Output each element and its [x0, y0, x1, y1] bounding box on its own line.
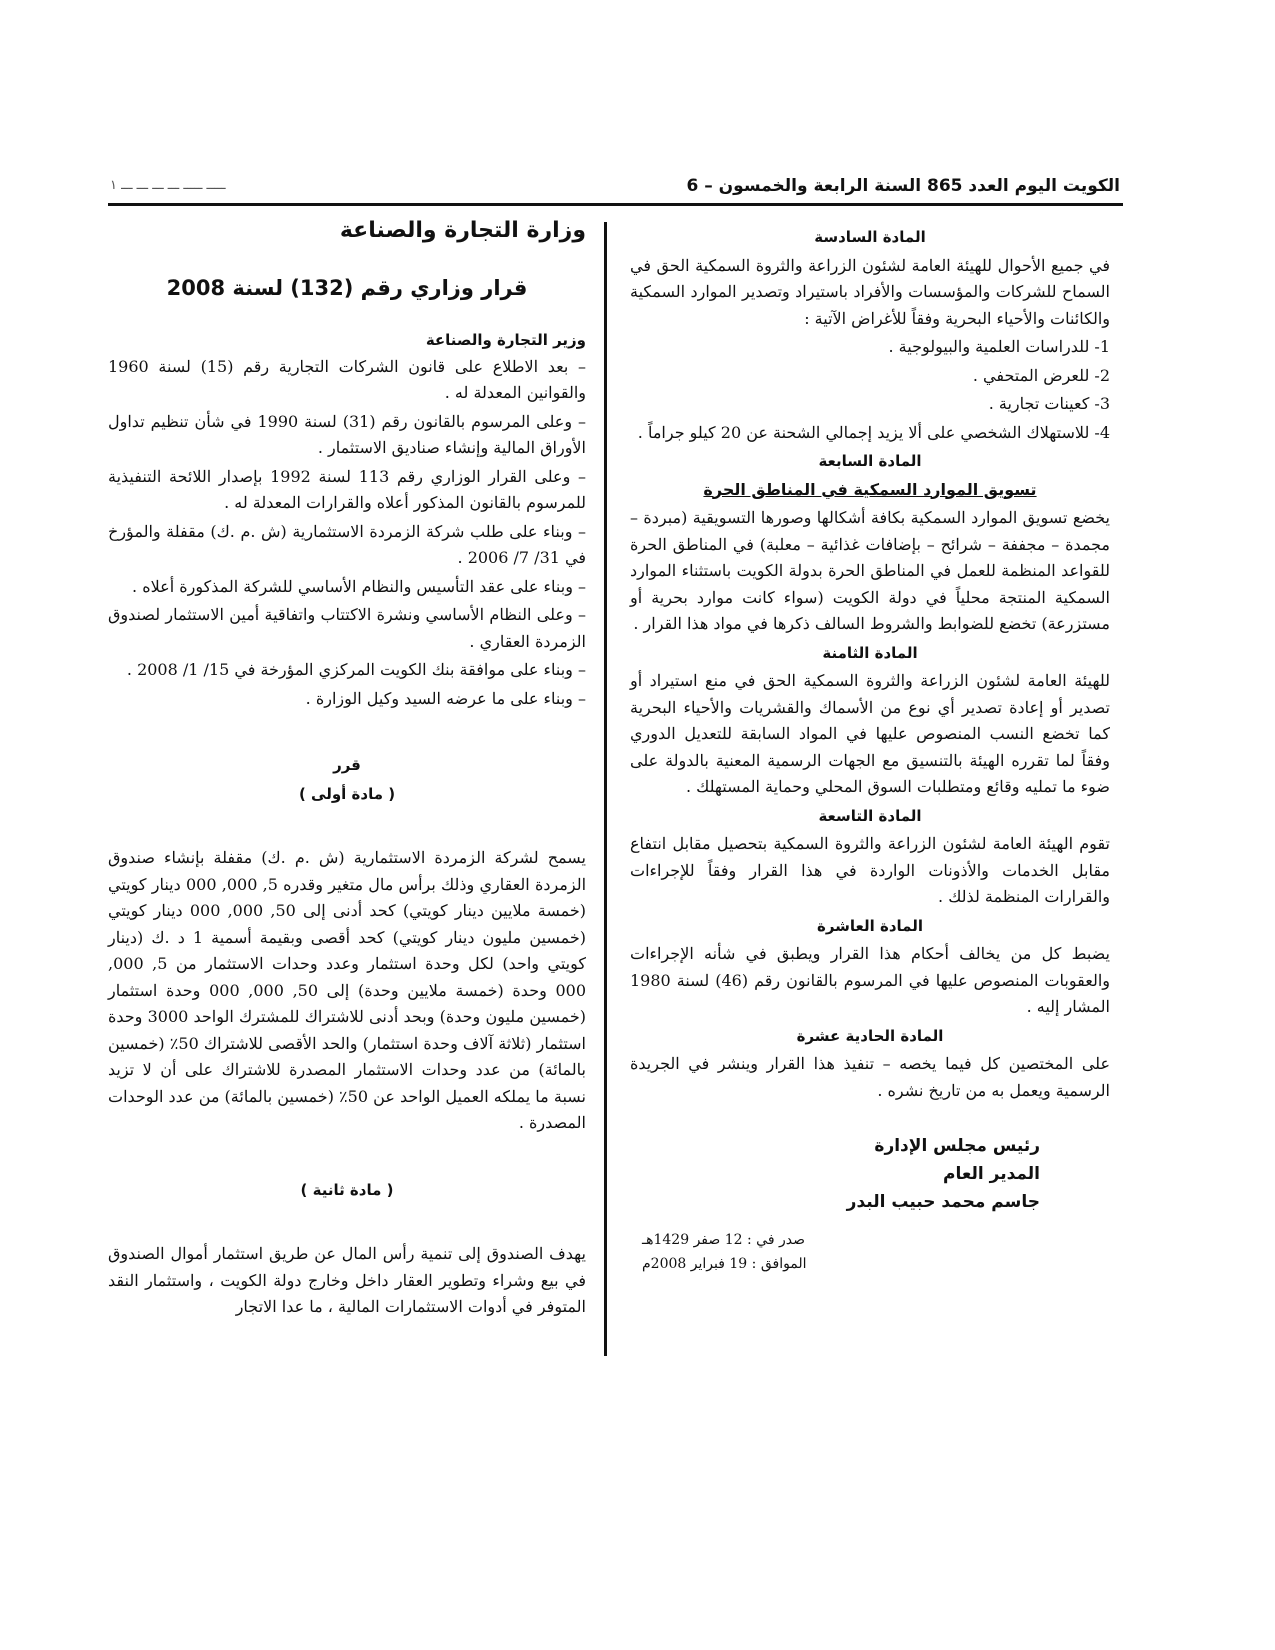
preamble-item-3: – وعلى القرار الوزاري رقم 113 لسنة 1992 بإصدار اللائحة التنفيذية للمرسوم بالقانون المذكور أعلاه والقرارات المعدلة له .	[108, 466, 587, 512]
signature-title: رئيس مجلس الإدارة	[874, 1136, 1040, 1156]
article-9-text: تقوم الهيئة العامة لشئون الزراعة والثروة السمكية بتحصيل مقابل انتفاع مقابل الخدمات والأذونات الواردة في هذا القرار وفقاً للإجراءات والقرارات المنظمة لذلك .	[630, 834, 1110, 906]
column-divider	[604, 222, 607, 1356]
article-10-text: يضبط كل من يخالف أحكام هذا القرار ويطبق في شأنه الإجراءات والعقوبات المنصوص عليها في المرسوم بالقانون رقم (46) لسنة 1980 المشار إليه .	[630, 944, 1110, 1016]
article-6-item-4: 4- للاستهلاك الشخصي على ألا يزيد إجمالي الشحنة عن 20 كيلو جراماً .	[637, 422, 1110, 442]
article-6-item-3: 3- كعينات تجارية .	[988, 394, 1110, 413]
right-column	[630, 222, 1110, 1276]
spacer	[108, 1139, 586, 1175]
article-10-heading: المادة العاشرة	[816, 916, 924, 935]
page-header	[110, 176, 1120, 198]
article-1-heading: ( مادة أولى )	[298, 784, 396, 803]
preamble-item-4: – وبناء على طلب شركة الزمردة الاستثمارية (ش .م .ك) مقفلة والمؤرخ في 31/ 7/ 2006 .	[108, 521, 586, 567]
decree-title: قرار وزاري رقم (132) لسنة 2008	[166, 275, 528, 300]
preamble-item-8: – وبناء على ما عرضه السيد وكيل الوزارة .	[305, 688, 586, 708]
article-1-text: يسمح لشركة الزمردة الاستثمارية (ش .م .ك) مقفلة بإنشاء صندوق الزمردة العقاري وذلك برأس مال متغير وقدره 5, 000, 000 دينار كويتي (خمسة ملايين دينار كويتي) كحد أدنى إلى 50, 000, 000 دينار كويتي (خمسين مليون دينار كويتي) كحد أقصى وبقيمة أسمية 1 د .ك (دينار كويتي واحد) لكل وحدة استثمار وعدد وحدات الاستثمار من 5, 000, 000 وحدة (خمسة ملايين وحدة) إلى 50, 000, 000 وحدة استثمار (خمسين مليون وحدة) وبحد أدنى للاشتراك للمشترك الواحد 3000 وحدة استثمار (ثلاثة آلاف وحدة استثمار) والحد الأقصى للاشتراك 50٪ (خمسين بالمائة) من عدد وحدات الاستثمار المصدرة للاشتراك على أن لا تزيد نسبة ما يملكه العميل الواحد عن 50٪ (خمسين بالمائة) من عدد الوحدات المصدرة .	[108, 848, 587, 1132]
issue-date-hijri: صدر في : 12 صفر 1429هـ	[642, 1232, 805, 1248]
preamble-item-2: – وعلى المرسوم بالقانون رقم (31) لسنة 1990 في شأن تنظيم تداول الأوراق المالية وإنشاء صناديق الاستثمار .	[108, 411, 587, 457]
article-8-text: للهيئة العامة لشئون الزراعة والثروة السمكية الحق في منع استيراد أو تصدير أو إعادة تصدير أي نوع من الأسماك والقشريات والأحياء البحرية كما تخضع النسب المنصوص عليها في المواد السابقة للتعديل الدوري وفقاً لما تقرره الهيئة بالتنسيق مع الجهات الرسمية المعنية بالدولة على ضوء ما تمليه وقائع ومتطلبات السوق المحلي وحماية المستهلك .	[630, 671, 1110, 796]
article-6-item-2: 2- للعرض المتحفي .	[972, 365, 1110, 385]
article-9-heading: المادة التاسعة	[818, 806, 922, 825]
header-left-text: ـــــ ـــــ ـــ ـــ ـــ ـــ ١	[110, 178, 226, 193]
article-6-heading: المادة السادسة	[814, 228, 926, 246]
header-rule	[108, 203, 1123, 206]
article-2-text: يهدف الصندوق إلى تنمية رأس المال عن طريق استثمار أموال الصندوق في بيع وشراء وتطوير العقار داخل وخارج دولة الكويت ، واستثمار النقد المتوفر في أدوات الاستثمارات المالية ، ما عدا الاتجار	[108, 1244, 586, 1316]
decided-label: قرر	[333, 756, 361, 774]
signature-name: جاسم محمد حبيب البدر	[846, 1192, 1040, 1212]
spacer	[108, 809, 586, 845]
header-issue-info: الكويت اليوم العدد 865 السنة الرابعة والخمسون – 6	[686, 176, 1120, 196]
article-2-heading: ( مادة ثانية )	[300, 1180, 394, 1199]
signature-position: المدير العام	[943, 1164, 1040, 1184]
article-7-subheading: تسويق الموارد السمكية في المناطق الحرة	[703, 479, 1037, 499]
article-11-text: على المختصين كل فيما يخصه – تنفيذ هذا القرار وينشر في الجريدة الرسمية ويعمل به من تاريخ نشره .	[630, 1054, 1110, 1100]
spacer	[108, 1205, 586, 1241]
spacer	[108, 714, 586, 750]
preamble-item-5: – وبناء على عقد التأسيس والنظام الأساسي للشركة المذكورة أعلاه .	[132, 576, 586, 596]
minister-label: وزير التجارة والصناعة	[425, 331, 586, 349]
preamble-item-1: – بعد الاطلاع على قانون الشركات التجارية رقم (15) لسنة 1960 والقوانين المعدلة له .	[108, 356, 586, 402]
preamble-item-6: – وعلى النظام الأساسي ونشرة الاكتتاب واتفاقية أمين الاستثمار لصندوق الزمردة العقاري .	[108, 605, 586, 651]
preamble-item-7: – وبناء على موافقة بنك الكويت المركزي المؤرخة في 15/ 1/ 2008 .	[126, 660, 586, 679]
signature-block	[630, 1132, 1040, 1216]
article-7-text: يخضع تسويق الموارد السمكية بكافة أشكالها وصورها التسويقية (مبردة – مجمدة – مجففة – شرائح – بإضافات غذائية – معلبة) في المناطق الحرة للقواعد المنظمة للعمل في المناطق الحرة بدولة الكويت باستثناء الموارد السمكية المنتجة محلياً في دولة الكويت (سواء كانت موارد بحرية أو مستزرعة) تخضع للضوابط والشروط السالف ذكرها في مواد هذا القرار .	[630, 508, 1111, 633]
article-6-text: في جميع الأحوال للهيئة العامة لشئون الزراعة والثروة السمكية الحق في السماح للشركات والمؤسسات والأفراد باستيراد وتصدير الموارد السمكية والكائنات والأحياء البحرية وفقاً للأغراض الآتية :	[630, 255, 1110, 328]
article-6-item-1: 1- للدراسات العلمية والبيولوجية .	[888, 337, 1110, 356]
article-11-heading: المادة الحادية عشرة	[796, 1026, 944, 1045]
article-7-heading: المادة السابعة	[818, 452, 922, 470]
ministry-title: وزارة التجارة والصناعة	[339, 218, 586, 243]
article-8-heading: المادة الثامنة	[822, 643, 918, 662]
issue-date-gregorian: الموافق : 19 فبراير 2008م	[642, 1256, 807, 1272]
left-column	[108, 218, 586, 1323]
